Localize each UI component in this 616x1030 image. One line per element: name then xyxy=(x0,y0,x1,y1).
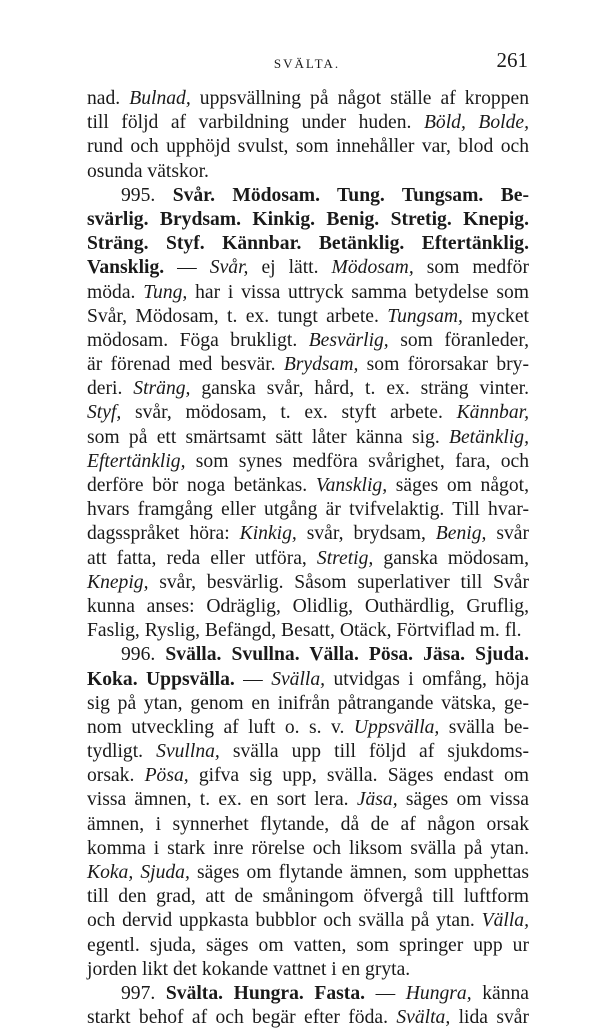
text-run: starkt behof af och begär efter föda. xyxy=(87,1007,397,1029)
text-line xyxy=(87,668,529,692)
text-run: säges om något, xyxy=(387,475,529,496)
text-run: mödosam. Föga brukligt. xyxy=(87,329,309,351)
text-run: mycket xyxy=(462,305,529,327)
text-run: nad. xyxy=(87,88,130,109)
text-line xyxy=(87,619,529,643)
term-italic: Sträng, xyxy=(133,378,191,400)
text-run: dagsspråket höra: xyxy=(87,523,240,545)
text-line xyxy=(87,111,529,135)
text-run: hvars framgång eller utgång är tvifvelaktig. Till hvar- xyxy=(87,499,529,521)
term-italic: Tungsam, xyxy=(387,305,463,327)
term-italic: Benig, xyxy=(435,523,487,545)
headword-bold: svärlig. Brydsam. Kinkig. Benig. Stretig. Knepig. xyxy=(87,208,529,230)
text-run: — xyxy=(164,257,210,279)
headword-bold: Svår. Mödosam. Tung. Tungsam. Be- xyxy=(172,184,530,206)
page-number: 261 xyxy=(496,48,528,72)
term-italic: Koka, Sjuda, xyxy=(87,862,190,883)
text-line xyxy=(87,837,529,861)
text-run: svår, mödosam, t. ex. styft arbete. xyxy=(121,402,457,424)
text-line xyxy=(87,450,529,474)
term-italic: Brydsam, xyxy=(283,354,359,376)
text-line xyxy=(87,256,529,280)
term-italic: Knepig, xyxy=(87,571,149,593)
text-line xyxy=(87,643,529,667)
headword-bold: Svälla. Svullna. Välla. Pösa. Jäsa. Sjuda. xyxy=(165,644,529,666)
text-run: derföre bör noga betänkas. xyxy=(87,475,316,496)
text-line xyxy=(87,498,529,522)
term-italic: Uppsvälla, xyxy=(353,716,440,738)
text-run: ganska mödosam, xyxy=(373,547,529,569)
headword-bold: Koka. Uppsvälla. xyxy=(87,668,235,690)
headword-bold: Sträng. Styf. Kännbar. Betänklig. Eftertänklig. xyxy=(87,233,529,255)
text-run: ganska svår, hård, t. ex. sträng vinter. xyxy=(190,378,529,400)
text-run: Svår, Mödosam, t. ex. tungt arbete. xyxy=(87,305,388,327)
text-line xyxy=(87,208,529,232)
term-italic: Svälla, xyxy=(271,668,326,690)
text-run: — xyxy=(365,982,406,1004)
text-run: nom utveckling af luft o. s. v. xyxy=(87,716,354,738)
term-italic: Hungra, xyxy=(405,982,472,1004)
text-run: jorden likt det kokande vattnet i en gryta. xyxy=(87,958,411,980)
text-run: till den grad, att de småningom öfvergå till luftform xyxy=(87,886,529,908)
text-run: deri. xyxy=(87,378,134,400)
text-line xyxy=(87,135,529,159)
text-run: svår, brydsam, xyxy=(296,523,436,545)
text-line xyxy=(87,692,529,716)
text-run: ej lätt. xyxy=(248,257,332,279)
text-line xyxy=(87,353,529,377)
running-head-title: SVÄLTA. xyxy=(273,56,341,71)
text-run: lida svår xyxy=(450,1007,529,1029)
text-line xyxy=(87,861,529,885)
text-run: utvidgas i omfång, höja xyxy=(325,668,530,690)
term-italic: Vansklig, xyxy=(315,475,388,496)
text-run: orsak. xyxy=(87,765,145,787)
text-run: som förorsakar bry- xyxy=(358,354,529,376)
text-run: att fatta, reda eller utföra, xyxy=(87,547,317,569)
term-italic: Kinkig, xyxy=(239,523,297,545)
term-italic: Bulnad, xyxy=(129,88,191,109)
text-line xyxy=(87,401,529,425)
term-italic: Svår, xyxy=(209,257,249,279)
text-run: Faslig, Ryslig, Befängd, Besatt, Otäck, Förtviflad m. fl. xyxy=(87,620,522,642)
text-line xyxy=(87,958,529,982)
text-line xyxy=(87,474,529,498)
text-line xyxy=(87,522,529,546)
text-run: 996. xyxy=(121,644,166,666)
body-text xyxy=(87,87,529,1030)
term-italic: Stretig, xyxy=(316,547,374,569)
text-line xyxy=(87,426,529,450)
running-head xyxy=(86,48,528,78)
term-italic: Mödosam, xyxy=(331,257,414,279)
text-run: möda. xyxy=(87,281,144,303)
text-line xyxy=(87,160,529,184)
text-run: säges om flytande ämnen, som upphettas xyxy=(189,862,530,883)
text-line xyxy=(87,547,529,571)
text-line xyxy=(87,377,529,401)
text-run: 995. xyxy=(121,184,173,206)
text-line xyxy=(87,184,529,208)
text-line xyxy=(87,934,529,958)
headword-bold: Svälta. Hungra. Fasta. xyxy=(165,982,366,1004)
text-run: svälla upp till följd af sjukdoms- xyxy=(219,741,529,763)
text-run: är förenad med besvär. xyxy=(87,354,284,376)
text-line xyxy=(87,764,529,788)
text-run: vissa ämnen, t. ex. en sort lera. xyxy=(87,789,357,811)
text-run: rund och upphöjd svulst, som innehåller var, blod och xyxy=(87,136,529,158)
text-run: som synes medföra svårighet, fara, och xyxy=(185,450,529,472)
text-line xyxy=(87,305,529,329)
text-run: osunda vätskor. xyxy=(87,160,209,182)
text-run: svår, besvärlig. Såsom superlativer till Svår xyxy=(148,571,529,593)
term-italic: Svullna, xyxy=(156,741,220,763)
text-line xyxy=(87,232,529,256)
term-italic: Besvärlig, xyxy=(308,329,389,351)
term-italic: Betänklig, xyxy=(449,426,529,448)
text-run: som medför xyxy=(413,257,530,279)
text-run: säges om vissa xyxy=(397,789,529,811)
term-italic: Kännbar, xyxy=(456,402,529,424)
text-run: komma i stark inre rörelse och liksom svälla på ytan. xyxy=(87,837,529,859)
text-run: gifva sig upp, svälla. Säges endast om xyxy=(188,765,529,787)
term-italic: Styf, xyxy=(87,402,122,424)
text-run: svår xyxy=(486,523,529,545)
text-run: känna xyxy=(471,982,530,1004)
term-italic: Tung, xyxy=(143,281,188,303)
text-line xyxy=(87,788,529,812)
text-line xyxy=(87,329,529,353)
text-run: tydligt. xyxy=(87,741,157,763)
text-run: som föranleder, xyxy=(388,329,529,351)
headword-bold: Vansklig. xyxy=(87,257,165,279)
text-line xyxy=(87,885,529,909)
text-run: till följd af varbildning under huden. xyxy=(87,112,424,134)
text-run: svälla be- xyxy=(439,716,529,738)
text-line xyxy=(87,813,529,837)
text-line xyxy=(87,595,529,619)
term-italic: Pösa, xyxy=(144,765,189,787)
term-italic: Välla, xyxy=(481,910,529,932)
term-italic: Eftertänklig, xyxy=(87,450,186,472)
text-line xyxy=(87,87,529,111)
text-run: 997. xyxy=(121,982,166,1004)
text-line xyxy=(87,909,529,933)
term-italic: Svälta, xyxy=(396,1007,451,1029)
text-line xyxy=(87,740,529,764)
text-run: sig på ytan, genom en inifrån påtrangande vätska, ge- xyxy=(87,692,529,714)
text-line xyxy=(87,716,529,740)
text-line xyxy=(87,1006,529,1030)
term-italic: Böld, Bolde, xyxy=(423,112,529,134)
text-line xyxy=(87,571,529,595)
term-italic: Jäsa, xyxy=(356,789,398,811)
text-run: och dervid uppkasta bubblor och svälla på ytan. xyxy=(87,910,482,932)
text-line xyxy=(87,281,529,305)
text-run: egentl. sjuda, säges om vatten, som springer upp ur xyxy=(87,934,529,956)
text-run: har i vissa uttryck samma betydelse som xyxy=(187,281,529,303)
text-run: — xyxy=(234,668,272,690)
text-run: kunna anses: Odräglig, Olidlig, Outhärdlig, Gruflig, xyxy=(87,595,529,617)
text-run: som på ett smärtsamt sätt låter känna sig. xyxy=(87,426,450,448)
text-line xyxy=(87,982,529,1006)
text-run: uppsvällning på något ställe af kroppen xyxy=(190,88,529,109)
text-run: ämnen, i synnerhet flytande, då de af någon orsak xyxy=(87,813,529,835)
